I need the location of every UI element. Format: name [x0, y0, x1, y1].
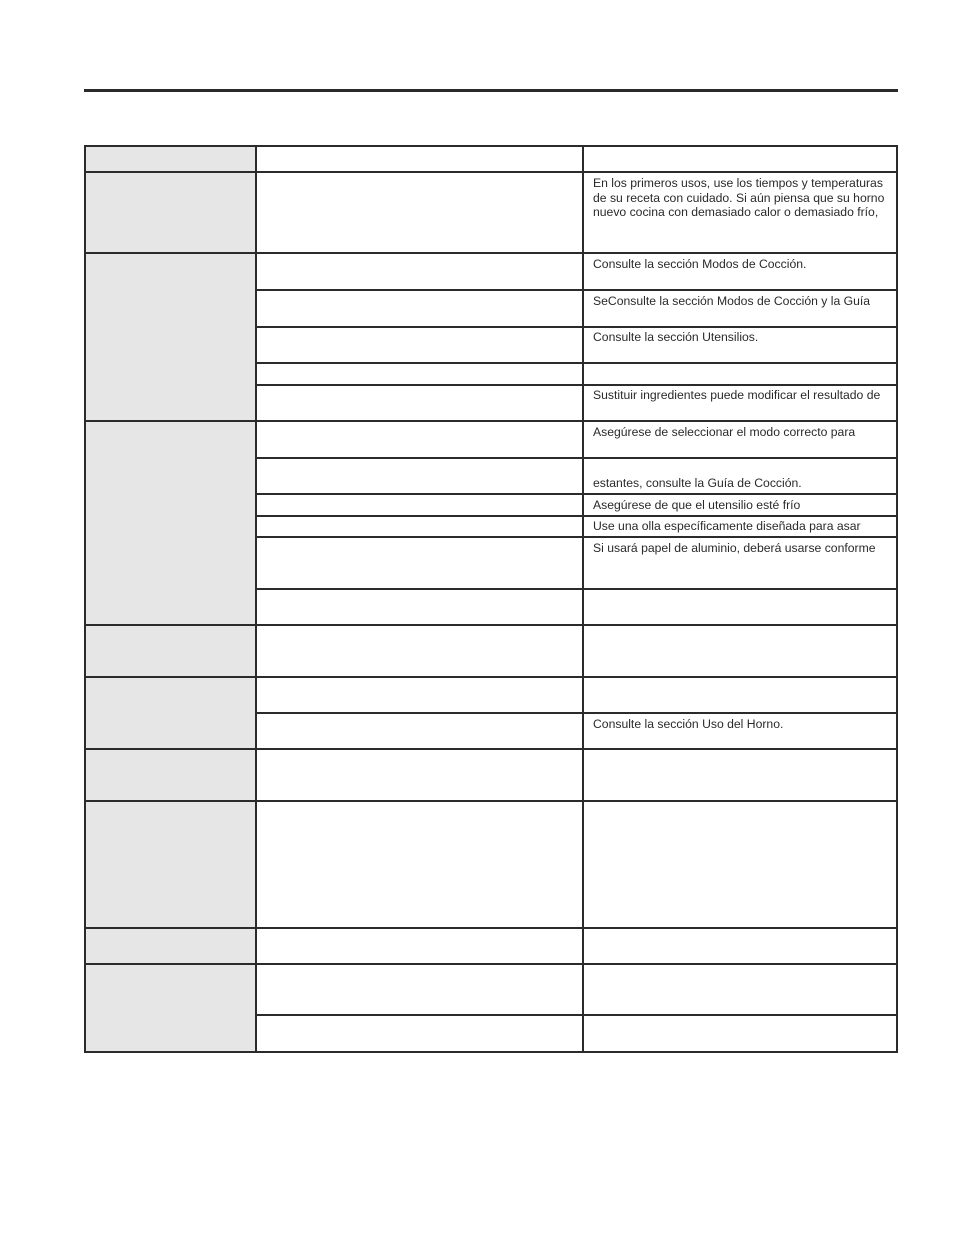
row-divider [84, 145, 898, 147]
subrow-divider [255, 289, 898, 291]
solution-text: Si usará papel de aluminio, deberá usarse conforme [593, 541, 876, 555]
solution-text: Asegúrese de que el utensilio esté frío [593, 498, 801, 512]
row-divider [84, 624, 898, 626]
row-divider [84, 676, 898, 678]
row-divider [84, 800, 898, 802]
solution-text: Use una olla específicamente diseñada para asar [593, 519, 861, 533]
subrow-divider [255, 362, 898, 364]
subrow-divider [255, 1014, 898, 1016]
troubleshooting-table [84, 145, 898, 1053]
row-divider [84, 927, 898, 929]
header-rule [84, 89, 898, 92]
problem-cell [84, 421, 256, 625]
solution-text: estantes, consulte la Guía de Cocción. [593, 476, 802, 490]
subrow-divider [255, 493, 898, 495]
row-divider [84, 420, 898, 422]
subrow-divider [255, 588, 898, 590]
problem-cell [84, 253, 256, 421]
problem-cell [84, 928, 256, 964]
solution-text: Consulte la sección Utensilios. [593, 330, 759, 344]
column-divider [582, 145, 584, 1053]
subrow-divider [255, 712, 898, 714]
row-divider [84, 963, 898, 965]
row-divider [84, 252, 898, 254]
column-divider [255, 145, 257, 1053]
solution-text: Consulte la sección Modos de Cocción. [593, 257, 807, 271]
subrow-divider [255, 515, 898, 517]
row-divider [84, 171, 898, 173]
problem-cell [84, 749, 256, 801]
subrow-divider [255, 536, 898, 538]
problem-cell [84, 801, 256, 928]
table-border-left [84, 145, 86, 1053]
subrow-divider [255, 457, 898, 459]
subrow-divider [255, 326, 898, 328]
row-divider [84, 748, 898, 750]
problem-cell [84, 964, 256, 1053]
table-border-right [896, 145, 898, 1053]
solution-text: En los primeros usos, use los tiempos y temperaturas de su receta con cuidado. Si aún piensa que su horno nuevo cocina con demasiado calor o demasiado frío, [593, 176, 885, 220]
solution-text: SeConsulte la sección Modos de Cocción y la Guía [593, 294, 871, 308]
problem-cell [84, 677, 256, 749]
subrow-divider [255, 384, 898, 386]
solution-text: Consulte la sección Uso del Horno. [593, 717, 784, 731]
table-border-bottom [84, 1051, 898, 1053]
solution-text: Sustituir ingredientes puede modificar el resultado de [593, 388, 881, 402]
problem-cell [84, 172, 256, 253]
problem-cell [84, 625, 256, 677]
solution-text: Asegúrese de seleccionar el modo correcto para [593, 425, 856, 439]
table-header-cell [84, 145, 256, 172]
